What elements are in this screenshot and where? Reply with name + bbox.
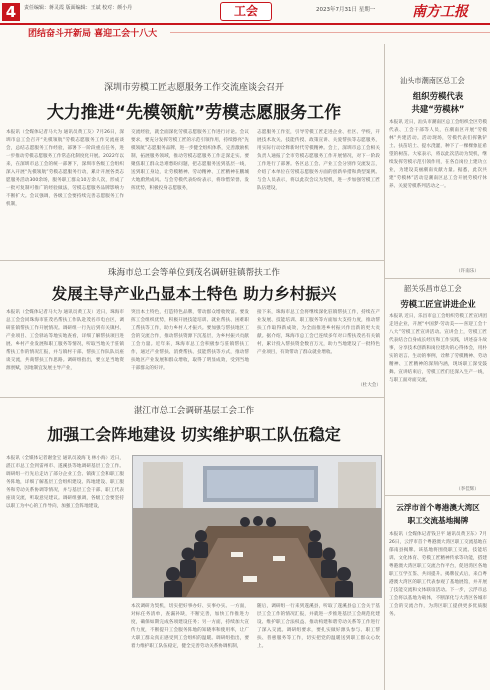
right2-credit: （李佳辉） xyxy=(456,487,479,492)
right1-headline-1: 组织劳模代表 xyxy=(412,91,464,101)
right1-credit: （许南乐） xyxy=(456,269,479,274)
right2-body: 本报讯 近日，乐昌市总工会组织劳模工匠宣讲团走进企业，开展“中国梦·劳动美——喜迎工会十八大”劳模工匠宣讲活动。宣讲会上，劳模工匠代表结合自身成长经历和工作实践，讲述奋斗故事，分享技术创新和岗位建功的心得体会，用朴实的语言、生动的事例，诠释了劳模精神、劳动精神、工匠精神的深刻内涵，现场职工深受鼓舞。宣讲结束后，劳模工匠们还深入生产一线，与职工面对面交流， xyxy=(389,314,487,384)
article1-col2: 交流经验，就全面深化劳模志愿服务工作进行讨论。会议要求，要充分发挥劳模工匠的示范引领作用，持续擦亮“先模领航”志愿服务品牌，进一步健全组织体系，完善激励机制，拓展服务领域，推动劳模志愿服务工作走深走实。要聚焦职工群众急难愁盼问题，把志愿服务送到基层一线，送到职工身边，让劳模精神、劳动精神、工匠精神在鹏城大地蔚然成风。与会劳模代表纷纷表示，将珍惜荣誉、发挥优势，积极投身志愿服务， xyxy=(131,130,249,192)
article2-col3: 接下来，珠海市总工会将继续深化驻镇帮扶工作，持续在产业发展、技能培训、职工服务等方面加大支持力度，推动帮扶工作取得新成效，为全面推进乡村振兴作出新的更大贡献。据介绍，珠海市总工会已连续多年对口帮扶茂名有关镇村，累计投入帮扶资金数百万元，助力当地建设了一批特色产业项目，有效带动了群众就业增收。 xyxy=(257,310,380,356)
article3-col1: 本报讯（全媒体记者谢金宝 通讯员凌海飞 林小海）近日，湛江市总工会到雷州市、遂溪县等地调研基层工会工作。调研组一行先后走访了部分企业工会、镇街工会和职工服务阵地，详细了解基层工会组织建设、阵地建设、职工服务和劳动关系协调等情况，并与基层工会干部、职工代表座谈交流，听取意见建议。调研组强调，各级工会要坚持以职工为中心的工作导向，加强工会阵地建设， xyxy=(6,456,124,510)
issue-date: 2023年7月31日 星期一 xyxy=(316,7,376,13)
article3-photo xyxy=(132,455,382,598)
right2-kicker: 韶关乐昌市总工会 xyxy=(404,284,462,293)
article1-col1: 本报讯（全媒体记者马大为 通讯员黄工友）7月26日，深圳市总工会召开“先模领航”劳模志愿服务工作交流座谈会，总结志愿服务工作经验，部署下一阶段重点任务，进一步推动劳模志愿服务工作常态化制度化开展。2022年以来，在深圳市总工会的统一部署下，深圳市各级工会组织深入开展“先模领航”劳模志愿服务行动，累计开展各类志愿服务活动300余场，服务职工群众10万余人次，形成了一批可复制可推广的经验做法，劳模志愿服务品牌影响力不断扩大。会议强调，各级工会要持续完善志愿服务工作机制， xyxy=(6,130,124,208)
right1-kicker: 汕头市潮南区总工会 xyxy=(400,76,465,85)
right-rule-1 xyxy=(385,278,490,279)
right3-body: 本报讯（全媒体记者钱卫平 通讯员黄卫东）7月26日，云浮市首个粤港澳大湾区职工交流基地在郁南县揭牌。该基地将围绕职工交流、技能培训、文化体育、劳模工匠精神传承等功能，搭建粤港澳大湾区职工交流合作平台，促进湾区各地职工互学互鉴、共同提升。揭牌仪式后，来自粤港澳大湾区的职工代表参观了基地展馆，并开展了技能交流和文体联谊活动。下一步，云浮市总工会将以基地为载体，不断深化与大湾区各城市工会的交流合作，为湾区职工提供更多优质服务。 xyxy=(389,532,487,618)
right2-headline: 劳模工匠宣讲进企业 xyxy=(400,299,476,309)
article3-col3: 随后，调研组一行来到遂溪县，听取了遂溪县总工会关于基层工会工作的情况汇报，并就进一步推进基层工会规范化建设、维护职工合法权益、推动构建和谐劳动关系等工作进行了深入交流。调研组要求，要扎实做好源头参与、职工帮扶、普惠服务等工作，切实把党的温暖送到职工群众心坎上。 xyxy=(257,604,380,650)
section-rule-2 xyxy=(0,397,384,398)
article1-col3: 志愿服务工作室，引导劳模工匠走进企业、社区、学校，开展技术攻关、技能传授、政策宣讲、关爱帮扶等志愿服务，用实际行动诠释新时代劳模精神。会上，深圳市总工会相关负责人通报了全市劳模志愿服务工作开展情况，对下一阶段工作进行了部署。各区总工会、产业工会分别作交流发言，介绍了本单位在劳模志愿服务方面的创新举措和典型案例。与会人员表示，将以此次会议为契机，进一步加强劳模工匠队伍建设， xyxy=(257,130,380,192)
article2-col1: 本报讯（全媒体记者马大为 通讯员黄工友）近日，珠海市总工会会同珠海市驻茂名帮扶工作队赴茂名市电白区，调研驻镇帮扶工作开展情况。调研组一行先后到有关镇村、产业项目、工会驿站等地实地查看，详细了解帮扶项目进展、乡村产业发展和职工服务等情况，听取当地关于驻镇帮扶工作的情况汇报，并与镇村干部、帮扶工作队队员座谈交流，共商帮扶工作思路。调研组指出，要立足当地资源禀赋，因地制宜发展主导产业， xyxy=(6,310,124,372)
right3-headline-2: 职工交流基地揭牌 xyxy=(407,516,469,525)
right1-body: 本报讯 近日，汕头市潮南区总工会组织全区劳模代表、工会干部等人员，在潮南区开展“劳模林”共建活动。活动现场，劳模代表们挥锹铲土、扶苗培土、提水浇灌，种下了一棵棵象征希望的树苗。大家表示，将以此次活动为契机，继续发挥劳模示范引领作用，在各自岗位上建功立业，为建设美丽潮南贡献力量。据悉，此次共建“劳模林”活动是潮南区总工会开展劳模疗休养、关爱劳模系列活动之一。 xyxy=(389,120,487,190)
article2-credit: （杜大会） xyxy=(358,383,381,388)
meeting-photo-illustration xyxy=(133,456,382,598)
right3-headline-1: 云浮市首个粤港澳大湾区 xyxy=(396,503,480,512)
editors-credit: 责任编辑：蒋灵霞 版面编辑：王斌 校对：颜小丹 xyxy=(24,5,133,11)
right-rule-2 xyxy=(385,495,490,496)
newspaper-logo: 南方工报 xyxy=(412,4,468,20)
article2-col2: 突出本土特色，打造特色品牌，带动群众增收致富。要发挥工会组织优势，积极开展技能培训、就业帮扶、困难职工帮扶等工作，助力乡村人才振兴。要加强与帮扶地区工会的交流合作，推动帮扶资源下沉基层，为乡村振兴贡献工会力量。近年来，珠海市总工会积极参与驻镇帮扶工作，通过产业帮扶、消费帮扶、技能帮扶等方式，推动帮扶地区产业发展和群众增收，取得了明显成效，受到当地干部群众的好评。 xyxy=(131,310,249,372)
page-number: 4 xyxy=(2,3,20,21)
banner-stripe xyxy=(170,32,490,33)
section-badge: 工会 xyxy=(220,2,272,21)
article2-kicker: 珠海市总工会等单位到茂名调研驻镇帮扶工作 xyxy=(108,268,280,278)
column-divider xyxy=(384,44,385,690)
article3-col2: 本次调研为契机，切实把好事办好、实事办实。一方面，对标任务清单，查漏补缺，不断完善，加快工作推进力度，确保如期完成各项建设任务；另一方面，持续加大宣传力度，不断提升工会服务阵地的知晓率和使用率，让广大职工群众真正感受到工会组织的温暖。调研组指出，要着力维护职工队伍稳定，健全完善劳动关系协调机制， xyxy=(131,604,249,650)
article1-headline: 大力推进“先模领航”劳模志愿服务工作 xyxy=(46,103,342,123)
article2-headline: 发展主导产业凸显本土特色 助力乡村振兴 xyxy=(51,285,337,303)
right1-headline-2: 共建“劳模林” xyxy=(411,104,465,114)
banner-text: 团结奋斗开新局 喜迎工会十八大 xyxy=(28,29,158,39)
article1-kicker: 深圳市劳模工匠志愿服务工作交流座谈会召开 xyxy=(103,83,284,93)
section-rule-1 xyxy=(0,260,384,261)
article3-kicker: 湛江市总工会调研基层工会工作 xyxy=(133,406,255,416)
article3-headline: 加强工会阵地建设 切实维护职工队伍稳定 xyxy=(47,425,341,444)
theme-banner xyxy=(0,24,490,40)
